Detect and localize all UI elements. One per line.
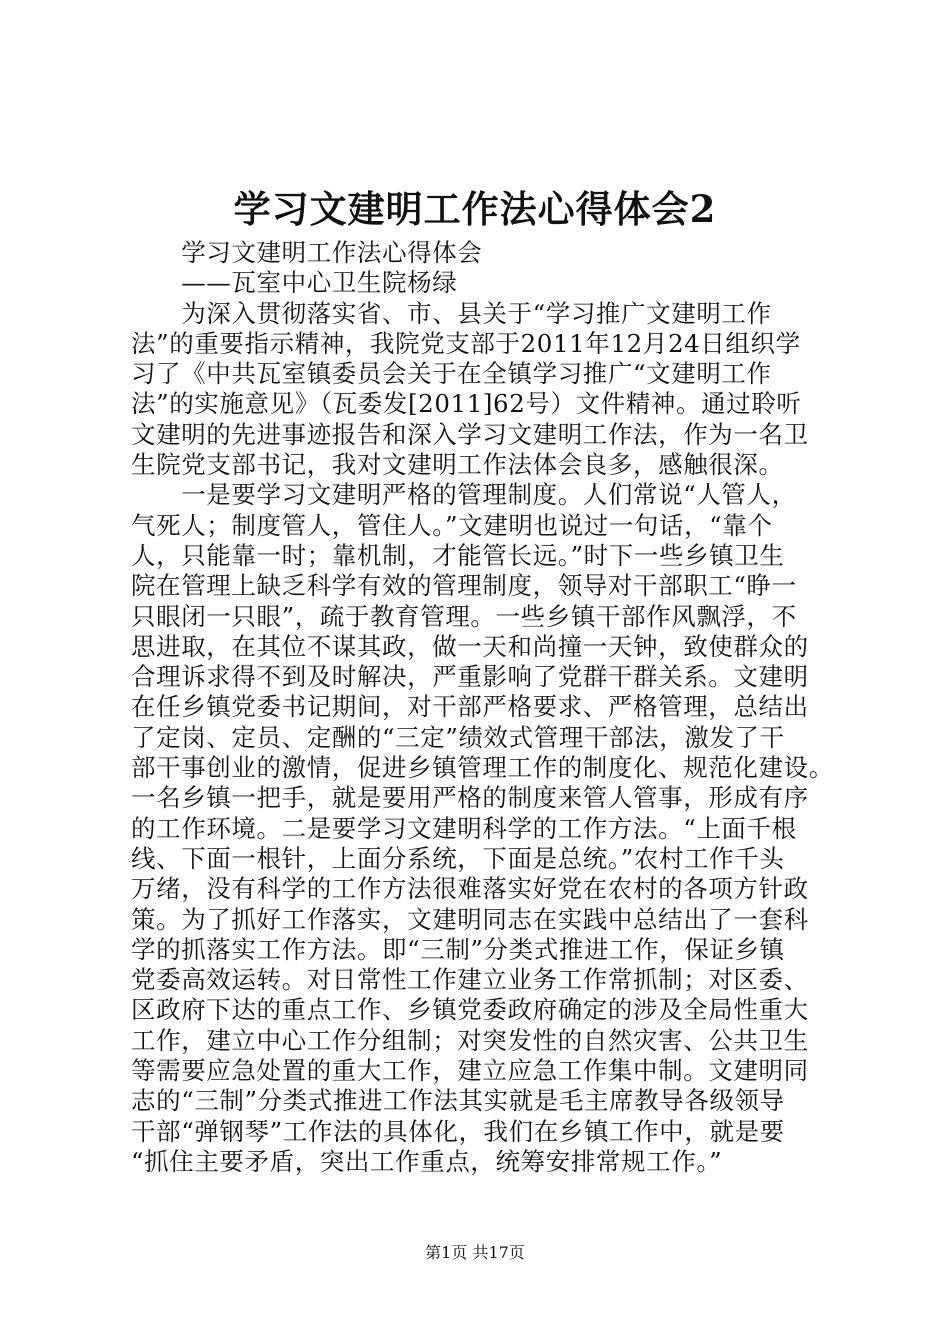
body-text-line: 合理诉求得不到及时解决，严重影响了党群干群关系。文建明 xyxy=(131,662,809,692)
page-footer: 第1页 共17页 xyxy=(425,1243,525,1262)
document-title: 学习文建明工作法心得体会2 xyxy=(233,187,717,231)
body-text-line: 法”的实施意见》（瓦委发[2011]62号）文件精神。通过聆听 xyxy=(131,389,802,419)
body-text-line: 在任乡镇党委书记期间，对干部严格要求、严格管理，总结出 xyxy=(131,692,809,722)
body-text-line: 生院党支部书记，我对文建明工作法体会良多，感触很深。 xyxy=(131,450,784,480)
body-text-line: 工作，建立中心工作分组制；对突发性的自然灾害、公共卫生 xyxy=(131,1025,809,1055)
body-text-line: 干部“弹钢琴”工作法的具体化，我们在乡镇工作中，就是要 xyxy=(131,1116,785,1146)
body-text-line: 学的抓落实工作方法。即“三制”分类式推进工作，保证乡镇 xyxy=(131,934,785,964)
body-text-line: “抓住主要矛盾，突出工作重点，统筹安排常规工作。” xyxy=(131,1146,723,1176)
body-text-line: 院在管理上缺乏科学有效的管理制度，领导对干部职工“睁一 xyxy=(131,571,797,601)
body-text-line: 一是要学习文建明严格的管理制度。人们常说“人管人， xyxy=(131,480,797,510)
body-text-line: 等需要应急处置的重大工作，建立应急工作集中制。文建明同 xyxy=(131,1056,809,1086)
body-text-line: 文建明的先进事迹报告和深入学习文建明工作法，作为一名卫 xyxy=(131,419,809,449)
body-text-line: 习了《中共瓦室镇委员会关于在全镇学习推广“文建明工作 xyxy=(131,359,772,389)
body-text-line: 的工作环境。二是要学习文建明科学的工作方法。“上面千根 xyxy=(131,813,797,843)
body-text-line: 线、下面一根针，上面分系统，下面是总统。”农村工作千头 xyxy=(131,843,785,873)
body-text-line: 区政府下达的重点工作、乡镇党委政府确定的涉及全局性重大 xyxy=(131,995,809,1025)
body-text-line: 学习文建明工作法心得体会 xyxy=(131,238,483,267)
body-text-line: 了定岗、定员、定酬的“三定”绩效式管理干部法，激发了干 xyxy=(131,722,785,752)
body-text-line: 气死人；制度管人，管住人。”文建明也说过一句话，“靠个 xyxy=(131,510,773,540)
body-text-line: 法”的重要指示精神，我院党支部于2011年12月24日组织学 xyxy=(131,328,801,358)
body-text-line: 一名乡镇一把手，就是要用严格的制度来管人管事，形成有序 xyxy=(131,783,809,813)
body-text-line: 人，只能靠一时；靠机制，才能管长远。”时下一些乡镇卫生 xyxy=(131,540,785,570)
body-text-line: 策。为了抓好工作落实，文建明同志在实践中总结出了一套科 xyxy=(131,904,809,934)
body-text-line: 万绪，没有科学的工作方法很难落实好党在农村的各项方针政 xyxy=(131,874,809,904)
body-text-line: 为深入贯彻落实省、市、县关于“学习推广文建明工作 xyxy=(131,298,772,328)
body-text-line: 部干事创业的激情，促进乡镇管理工作的制度化、规范化建设。 xyxy=(131,753,834,783)
body-text-line: 党委高效运转。对日常性工作建立业务工作常抓制；对区委、 xyxy=(131,965,809,995)
body-text-line: 志的“三制”分类式推进工作法其实就是毛主席教导各级领导 xyxy=(131,1086,785,1116)
document-body xyxy=(131,238,834,1177)
body-text-line: 只眼闭一只眼”，疏于教育管理。一些乡镇干部作风飘浮，不 xyxy=(131,601,797,631)
body-text-line: 思进取，在其位不谋其政，做一天和尚撞一天钟，致使群众的 xyxy=(131,631,809,661)
body-text-line: ——瓦室中心卫生院杨绿 xyxy=(131,268,458,298)
